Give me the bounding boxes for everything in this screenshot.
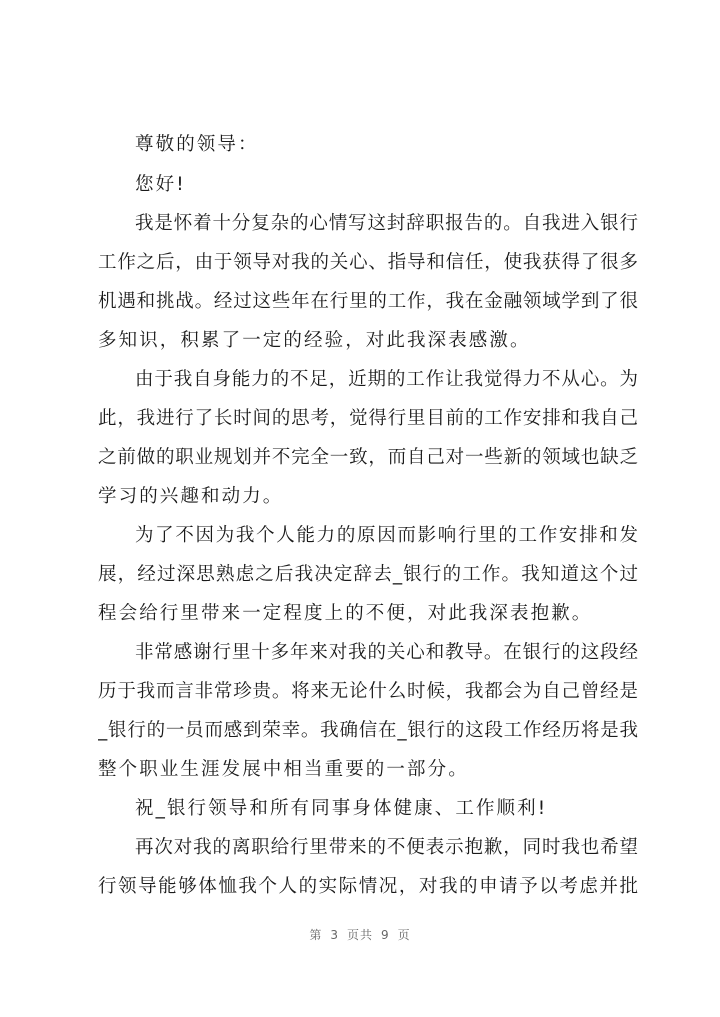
paragraph-4-line-1: 非常感谢行里十多年来对我的关心和教导。在银行的这段经 xyxy=(135,642,638,663)
wishes-line: 祝_银行领导和所有同事身体健康、工作顺利! xyxy=(135,798,548,819)
footer-middle: 页共 xyxy=(346,928,373,942)
paragraph-1-line-4: 多知识，积累了一定的经验，对此我深表感激。 xyxy=(98,330,531,351)
footer-total-pages: 9 xyxy=(381,928,390,942)
greeting-line: 尊敬的领导： xyxy=(135,134,259,155)
paragraph-1-line-2: 工作之后，由于领导对我的关心、指导和信任，使我获得了很多 xyxy=(98,252,638,273)
paragraph-4-line-2: 历于我而言非常珍贵。将来无论什么时候，我都会为自己曾经是 xyxy=(98,681,638,702)
paragraph-4-line-4: 整个职业生涯发展中相当重要的一部分。 xyxy=(98,759,469,780)
paragraph-2-line-1: 由于我自身能力的不足，近期的工作让我觉得力不从心。为 xyxy=(135,369,638,390)
paragraph-4-line-3: _银行的一员而感到荣幸。我确信在_银行的这段工作经历将是我 xyxy=(98,720,638,741)
salutation-line: 您好! xyxy=(135,174,186,195)
page-number-footer xyxy=(0,926,720,943)
paragraph-1-line-3: 机遇和挑战。经过这些年在行里的工作，我在金融领域学到了很 xyxy=(98,291,638,312)
footer-current-page: 3 xyxy=(330,928,339,942)
paragraph-6-line-2: 行领导能够体恤我个人的实际情况，对我的申请予以考虑并批 xyxy=(98,876,638,897)
paragraph-3-line-2: 展，经过深思熟虑之后我决定辞去_银行的工作。我知道这个过 xyxy=(98,564,638,585)
footer-prefix: 第 xyxy=(309,928,323,942)
paragraph-2-line-2: 此，我进行了长时间的思考，觉得行里目前的工作安排和我自己 xyxy=(98,408,638,429)
paragraph-2-line-3: 之前做的职业规划并不完全一致，而自己对一些新的领域也缺乏 xyxy=(98,447,638,468)
paragraph-6-line-1: 再次对我的离职给行里带来的不便表示抱歉，同时我也希望 xyxy=(135,837,638,858)
paragraph-3-line-3: 程会给行里带来一定程度上的不便，对此我深表抱歉。 xyxy=(98,603,593,624)
footer-suffix: 页 xyxy=(397,928,411,942)
paragraph-2-line-4: 学习的兴趣和动力。 xyxy=(98,486,284,507)
paragraph-1-line-1: 我是怀着十分复杂的心情写这封辞职报告的。自我进入银行 xyxy=(135,213,638,234)
paragraph-3-line-1: 为了不因为我个人能力的原因而影响行里的工作安排和发 xyxy=(135,525,638,546)
